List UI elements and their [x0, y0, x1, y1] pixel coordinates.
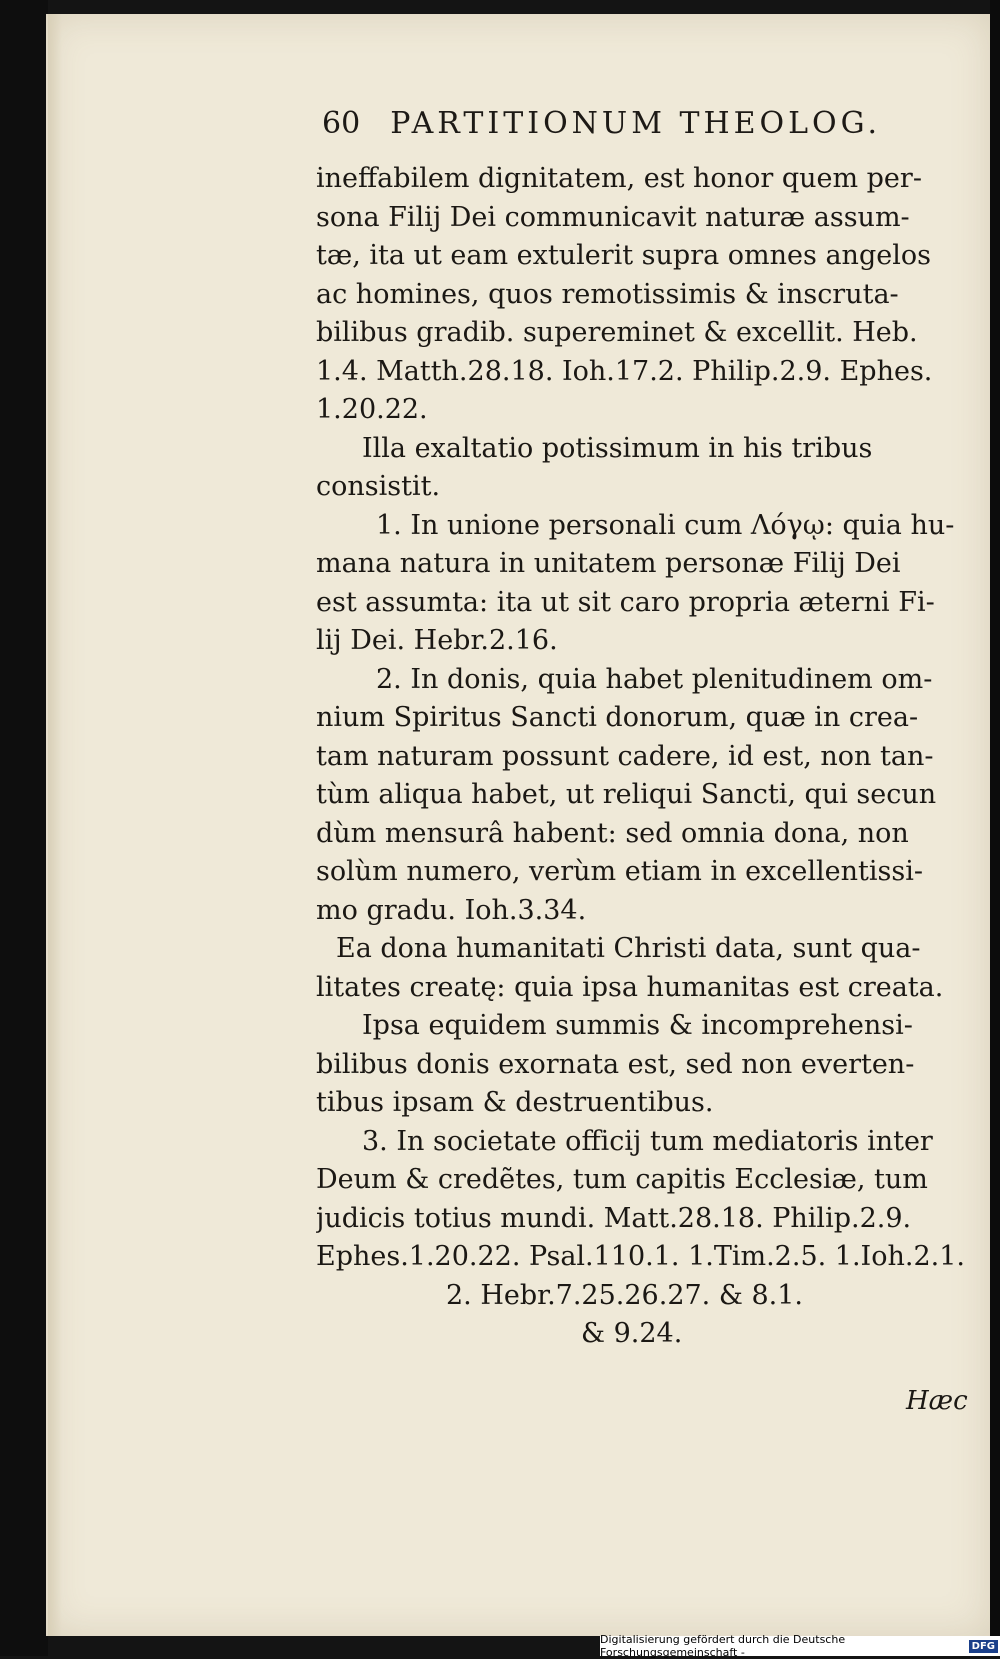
text-line: tam naturam possunt cadere, id est, non tan- [316, 740, 934, 772]
page-number: 60 [322, 106, 361, 141]
text-line: Illa exaltatio potissimum in his tribus [362, 432, 873, 464]
running-head [322, 106, 922, 152]
text-line: 1. In unione personali cum Λόγῳ: quia hu- [376, 509, 955, 541]
text-line: Deum & credẽtes, tum capitis Ecclesiæ, tum [316, 1164, 928, 1195]
text-line: est assumta: ita ut sit caro propria æterni Fi- [316, 586, 935, 618]
text-line: 3. In societate officij tum mediatoris inter [362, 1125, 933, 1157]
text-line: Ephes.1.20.22. Psal.110.1. 1.Tim.2.5. 1.Ioh.2.1. [316, 1241, 965, 1272]
dfg-logo: DFG [969, 1640, 998, 1653]
text-line: ac homines, quos remotissimis & inscruta- [316, 278, 899, 310]
catchword: Hæc [906, 1386, 968, 1416]
digitization-credit-bar [600, 1633, 1000, 1659]
text-line: ineffabilem dignitatem, est honor quem per- [316, 163, 922, 194]
text-line: dùm mensurâ habent: sed omnia dona, non [316, 817, 909, 849]
text-line: tùm aliqua habet, ut reliqui Sancti, qui secun [316, 779, 937, 810]
text-line: judicis totius mundi. Matt.28.18. Philip.2.9. [316, 1202, 912, 1234]
text-line: litates creatę: quia ipsa humanitas est creata. [316, 971, 944, 1003]
text-line: nium Spiritus Sancti donorum, quæ in crea- [316, 702, 919, 733]
text-line: mana natura in unitatem personæ Filij Dei [316, 548, 901, 579]
text-line: Ipsa equidem summis & incomprehensi- [362, 1010, 913, 1041]
running-title: PARTITIONUM THEOLOG. [390, 106, 882, 141]
text-line: 2. Hebr.7.25.26.27. & 8.1. [446, 1279, 803, 1311]
text-line: consistit. [316, 471, 441, 502]
text-line: 1.4. Matth.28.18. Ioh.17.2. Philip.2.9. Ephes. [316, 355, 933, 387]
text-line: tæ, ita ut eam extulerit supra omnes angelos [316, 240, 931, 271]
text-line: lij Dei. Hebr.2.16. [316, 625, 558, 656]
text-line: solùm numero, verùm etiam in excellentissi- [316, 856, 923, 887]
text-line: & 9.24. [581, 1318, 683, 1349]
text-line: bilibus donis exornata est, sed non everten- [316, 1048, 915, 1080]
page-body-text [316, 160, 978, 1354]
scan-background-left [0, 0, 48, 1656]
scan-background-right [990, 0, 1000, 1656]
text-line: 2. In donis, quia habet plenitudinem om- [376, 663, 933, 695]
text-line: Ea dona humanitati Christi data, sunt qua- [336, 933, 921, 964]
text-line: 1.20.22. [316, 394, 428, 425]
page-gutter-shadow [48, 14, 62, 1636]
text-line: tibus ipsam & destruentibus. [316, 1087, 714, 1118]
text-line: sona Filij Dei communicavit naturæ assum- [316, 201, 910, 233]
credit-text: Digitalisierung gefördert durch die Deutsche Forschungsgemeinschaft - [600, 1633, 846, 1659]
text-line: mo gradu. Ioh.3.34. [316, 894, 587, 926]
text-line: bilibus gradib. supereminet & excellit. Heb. [316, 317, 918, 348]
